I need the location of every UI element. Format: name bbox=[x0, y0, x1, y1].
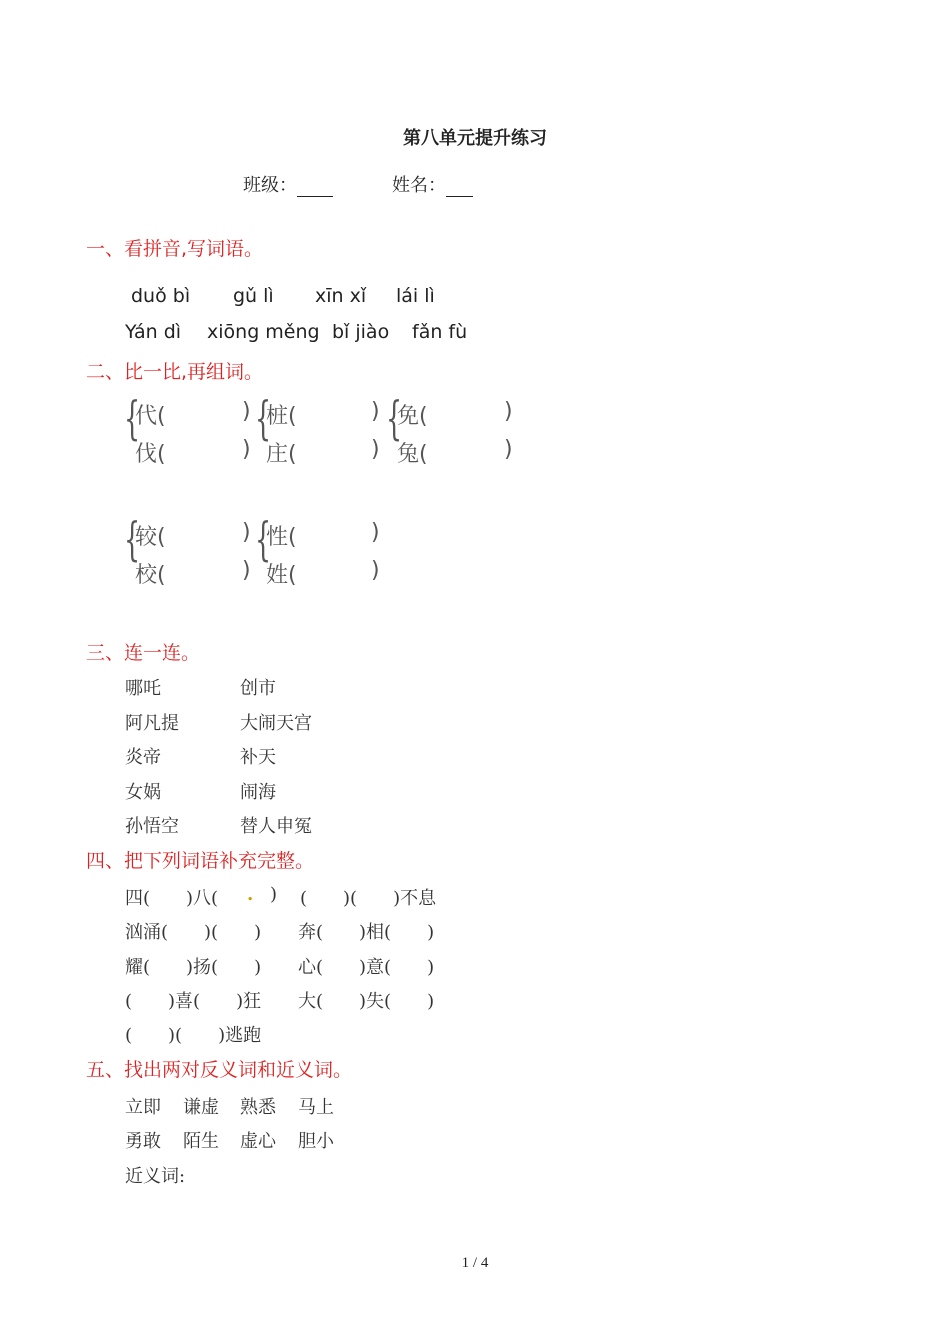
match-right-item[interactable]: 创市 bbox=[240, 678, 276, 699]
close-paren: ) bbox=[371, 437, 380, 462]
match-left-item[interactable]: 孙悟空 bbox=[125, 816, 179, 837]
compare-char: 伐( bbox=[135, 442, 166, 467]
section-4-heading: 四、把下列词语补充完整。 bbox=[86, 850, 315, 872]
compare-char: 较( bbox=[135, 525, 166, 550]
compare-char: 校( bbox=[135, 563, 166, 588]
page-number: 1 / 4 bbox=[461, 1255, 489, 1271]
close-paren: ) bbox=[504, 399, 513, 424]
match-left-item[interactable]: 阿凡提 bbox=[125, 713, 179, 734]
word-item: 谦虚 bbox=[183, 1097, 219, 1118]
class-blank[interactable] bbox=[297, 175, 333, 197]
compare-char: 兔( bbox=[397, 442, 428, 467]
idiom-blank[interactable]: ( )( )不息 bbox=[300, 888, 437, 909]
brace-icon: { bbox=[386, 391, 403, 445]
compare-char: 桩( bbox=[266, 404, 297, 429]
synonym-label: 近义词: bbox=[125, 1166, 186, 1187]
brace-icon: { bbox=[255, 391, 272, 445]
class-field bbox=[243, 171, 333, 197]
pinyin-item: xīn xǐ bbox=[315, 285, 367, 307]
section-3-heading: 三、连一连。 bbox=[86, 642, 201, 664]
pinyin-item: lái lì bbox=[396, 285, 435, 307]
close-paren: ) bbox=[242, 437, 251, 462]
pinyin-item: xiōng měng bbox=[207, 321, 320, 343]
idiom-blank[interactable]: 奔( )相( ) bbox=[298, 922, 435, 943]
close-paren: ) bbox=[371, 520, 380, 545]
word-item: 勇敢 bbox=[125, 1131, 161, 1152]
name-label: 姓名： bbox=[392, 175, 446, 196]
match-right-item[interactable]: 闹海 bbox=[240, 782, 276, 803]
brace-icon: { bbox=[124, 512, 141, 566]
match-right-item[interactable]: 补天 bbox=[240, 747, 276, 768]
class-label: 班级： bbox=[243, 175, 297, 196]
brace-icon: { bbox=[124, 391, 141, 445]
compare-char: 姓( bbox=[266, 563, 297, 588]
match-left-item[interactable]: 女娲 bbox=[125, 782, 161, 803]
word-item: 熟悉 bbox=[240, 1097, 276, 1118]
name-blank[interactable] bbox=[446, 175, 473, 197]
match-right-item[interactable]: 大闹天宫 bbox=[240, 713, 312, 734]
match-left-item[interactable]: 哪吒 bbox=[125, 678, 161, 699]
close-paren: ) bbox=[371, 399, 380, 424]
name-field bbox=[392, 171, 473, 197]
close-paren: ) bbox=[504, 437, 513, 462]
page-title: 第八单元提升练习 bbox=[403, 128, 547, 149]
pinyin-item: gǔ lì bbox=[233, 285, 274, 307]
section-1-heading: 一、看拼音,写词语。 bbox=[86, 238, 264, 260]
idiom-blank[interactable]: 耀( )扬( ) bbox=[125, 957, 262, 978]
pinyin-item: Yán dì bbox=[125, 321, 182, 343]
idiom-blank[interactable]: ( )( )逃跑 bbox=[125, 1025, 262, 1046]
compare-char: 免( bbox=[397, 404, 428, 429]
dot-mark: . bbox=[247, 884, 254, 905]
idiom-blank[interactable]: ( )喜( )狂 bbox=[125, 991, 262, 1012]
compare-char: 性( bbox=[266, 525, 297, 550]
compare-char: 代( bbox=[135, 404, 166, 429]
idiom-blank[interactable]: 四( )八( bbox=[125, 888, 219, 909]
match-right-item[interactable]: 替人申冤 bbox=[240, 816, 312, 837]
word-item: 胆小 bbox=[298, 1131, 334, 1152]
match-left-item[interactable]: 炎帝 bbox=[125, 747, 161, 768]
pinyin-item: fǎn fù bbox=[412, 321, 468, 343]
pinyin-item: duǒ bì bbox=[131, 285, 191, 307]
idiom-blank[interactable]: 大( )失( ) bbox=[298, 991, 435, 1012]
idiom-blank[interactable]: ) bbox=[270, 884, 278, 905]
section-5-heading: 五、找出两对反义词和近义词。 bbox=[86, 1059, 353, 1081]
idiom-blank[interactable]: 心( )意( ) bbox=[298, 957, 435, 978]
compare-char: 庄( bbox=[266, 442, 297, 467]
close-paren: ) bbox=[242, 558, 251, 583]
idiom-blank[interactable]: 汹涌( )( ) bbox=[125, 922, 262, 943]
close-paren: ) bbox=[242, 399, 251, 424]
close-paren: ) bbox=[242, 520, 251, 545]
pinyin-item: bǐ jiào bbox=[332, 321, 390, 343]
close-paren: ) bbox=[371, 558, 380, 583]
word-item: 立即 bbox=[125, 1097, 161, 1118]
word-item: 陌生 bbox=[183, 1131, 219, 1152]
section-2-heading: 二、比一比,再组词。 bbox=[86, 361, 264, 383]
brace-icon: { bbox=[255, 512, 272, 566]
word-item: 马上 bbox=[298, 1097, 334, 1118]
word-item: 虚心 bbox=[240, 1131, 276, 1152]
